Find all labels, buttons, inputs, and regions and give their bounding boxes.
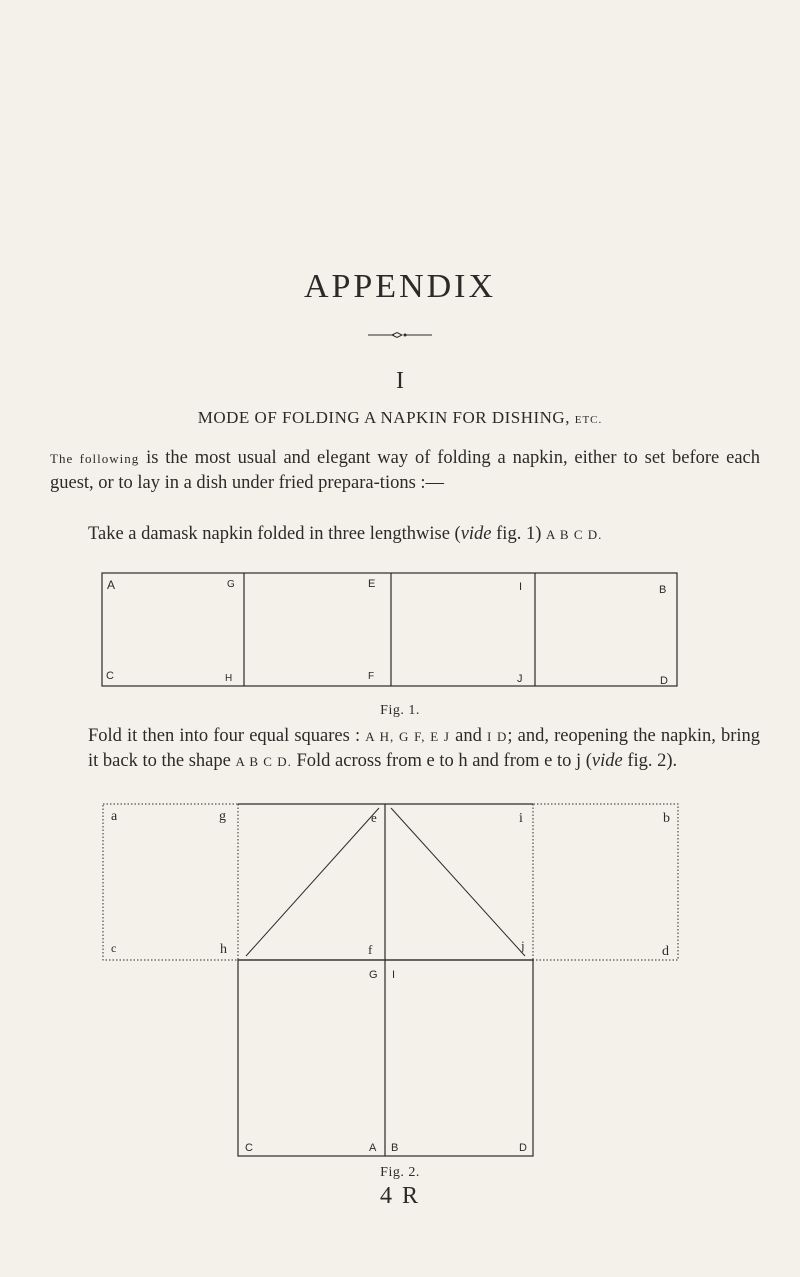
fig2-label-I: I [392,969,396,981]
figure-1-caption: Fig. 1. [380,703,420,718]
fig2-label-b: b [663,811,670,826]
signature-mark: 4 R [379,1183,420,1209]
fig1-label-B: B [659,584,667,596]
fig1-label-C: C [106,670,114,682]
paragraph-intro [50,446,760,496]
fig1-label-I: I [519,581,523,593]
figure-2-caption: Fig. 2. [380,1165,420,1180]
fig1-label-D: D [660,675,668,687]
fig2-diagonal-right [391,808,525,956]
section-title-etc: ETC. [574,414,603,426]
figure-2-diagram [95,796,695,1161]
p3-and: and [450,726,487,746]
figure-1-diagram [95,566,685,696]
fig2-label-g: g [219,809,226,824]
fig2-label-D: D [519,1142,527,1154]
fig1-label-A: A [107,578,116,592]
fig2-top-band [103,804,678,960]
p2-vide: vide [460,524,492,544]
fig2-label-j: j [521,938,525,953]
fig1-label-E: E [368,578,376,590]
fig1-label-H: H [225,673,233,684]
section-title [0,408,800,428]
fig1-outline [102,573,677,686]
p3-letters3: A B C D. [235,754,292,769]
fig2-label-h: h [220,942,227,957]
p3-text4: fig. 2). [622,751,678,771]
p3-text3: Fold across from e to h and from e to j ( [291,751,592,771]
fig2-label-a: a [111,809,118,824]
fig1-label-F: F [368,671,375,682]
fig2-label-c: c [111,941,117,955]
fig2-label-f: f [368,942,373,957]
section-title-main: MODE OF FOLDING A NAPKIN FOR DISHING, [197,408,570,427]
fig2-diagonal-left [246,808,379,956]
fig2-label-d: d [662,944,669,959]
p3-text: Fold it then into four equal squares : [88,726,366,746]
intro-lead: The following [50,451,140,466]
section-number: I [396,368,404,394]
fig2-label-e: e [371,810,377,825]
fig1-label-J: J [517,673,523,685]
p2-letters: A B C D. [545,527,603,542]
p2-text: Take a damask napkin folded in three lengthwise ( [88,524,461,544]
p3-letters2: I D [486,729,508,744]
p3-vide: vide [591,751,623,771]
paragraph-fold-squares [88,724,760,774]
fig2-label-C: C [245,1142,253,1154]
ornament-divider [368,330,432,340]
fig2-label-i: i [519,811,523,826]
intro-text: is the most usual and elegant way of folding a napkin, either to set before each guest, or to lay in a dish under fried prepara-tions :— [50,448,761,493]
p3-letters1: A H, G F, E J [365,729,450,744]
paragraph-take-napkin [88,522,760,547]
p2-text2: fig. 1) [491,524,546,544]
fig2-label-B: B [391,1142,399,1154]
page-heading: APPENDIX [303,268,497,305]
fig2-label-A: A [369,1142,377,1154]
p3-text2: ; and, reopening the napkin, bring it back to the shape [88,726,760,771]
fig1-label-G: G [227,579,235,590]
fig2-label-G: G [369,969,378,981]
